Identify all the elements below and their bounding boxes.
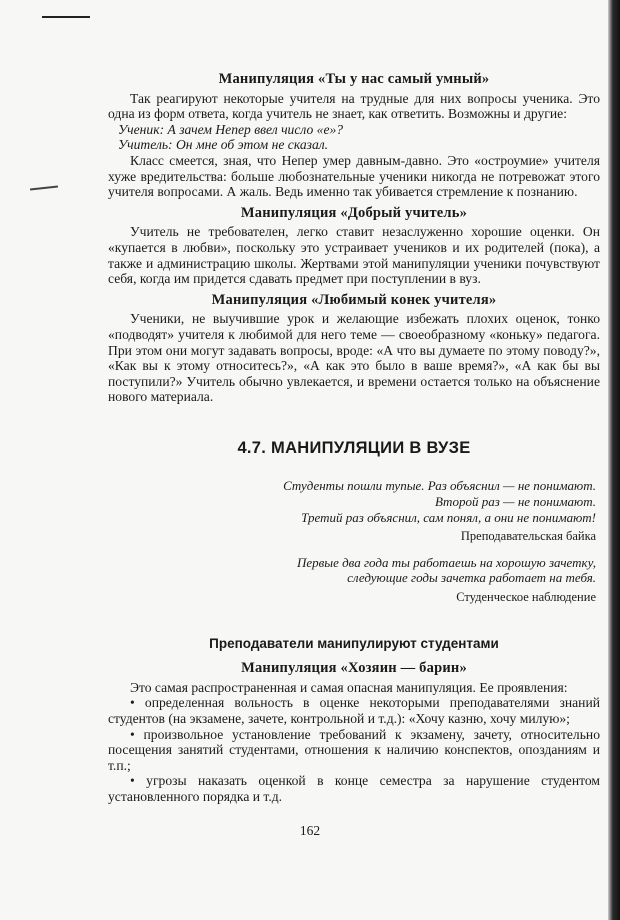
epigraph-source: Студенческое наблюдение [456, 590, 596, 605]
manipulation-title: Манипуляция «Любимый конек учителя» [211, 291, 497, 308]
epigraph-line: Второй раз — не понимают. [434, 494, 596, 510]
bullet-item: • определенная вольность в оценке некоторыми преподавателями знаний студентов (на экзамене, зачете, контрольной и т.д.): «Хочу казню, хочу милую»; [108, 695, 600, 726]
page-edge-shadow [608, 0, 620, 920]
top-rule [42, 16, 90, 18]
epigraph-line: Студенты пошли тупые. Раз объяснил — не понимают. [283, 478, 596, 494]
manipulation-title: Манипуляция «Хозяин — барин» [241, 660, 467, 677]
epigraph-source: Преподавательская байка [460, 529, 596, 544]
bullet-item: • угрозы наказать оценкой в конце семестра за нарушение студентом установленного порядка и т.д. [108, 773, 600, 804]
paragraph: Ученики, не выучившие урок и желающие избежать плохих оценок, тонко «подводят» учителя к любимой для него теме — своеобразному «коньку» педагога. При этом они могут задавать вопросы, вроде: «А что вы думаете по этому поводу?», «Как вы к этому относитесь?», «А как это было в ваше время?», «А как бы вы поступили?» Учитель обычно увлекается, и времени остается только на объяснение нового материала. [108, 311, 600, 405]
paragraph: Учитель не требователен, легко ставит незаслуженно хорошие оценки. Он «купается в любви», поскольку это устраивает учеников и их родителей (пока), а также и администрацию школы. Жертвами этой манипуляции ученики почувствуют себя, когда им придется сдавать предмет при поступлении в вуз. [108, 224, 600, 287]
page-number: 162 [299, 823, 321, 838]
paragraph: Класс смеется, зная, что Непер умер давным-давно. Это «остроумие» учителя хуже вредительства: больше любознательные ученики никогда не потревожат этого учителя вопросами. А жаль. Ведь именно так убивается стремление к познанию. [108, 152, 600, 200]
margin-mark [30, 186, 58, 191]
epigraph-line: Третий раз объяснил, сам понял, а они не понимают! [301, 509, 596, 525]
epigraph [108, 555, 600, 606]
bullet-item: • произвольное установление требований к экзамену, зачету, относительно посещения занятий студентами, отношения к наличию конспектов, опозданиям и т.п.; [108, 726, 600, 773]
epigraph-line: следующие годы зачетка работает на тебя. [347, 570, 596, 586]
section-title: 4.7. МАНИПУЛЯЦИИ В ВУЗЕ [237, 438, 471, 457]
manipulation-title: Манипуляция «Ты у нас самый умный» [218, 71, 490, 87]
manipulation-title: Манипуляция «Добрый учитель» [240, 204, 468, 221]
dialog-line: Ученик: А зачем Непер ввел число «е»? [118, 121, 344, 137]
epigraph-line: Первые два года ты работаешь на хорошую зачетку, [296, 554, 596, 570]
subsection-title: Преподаватели манипулируют студентами [209, 635, 499, 651]
paragraph: Это самая распространенная и самая опасная манипуляция. Ее проявления: [130, 679, 568, 695]
epigraph [108, 478, 600, 544]
dialog-line: Учитель: Он мне об этом не сказал. [118, 137, 329, 153]
page-content [108, 72, 600, 805]
paragraph: Так реагируют некоторые учителя на трудные для них вопросы ученика. Это одна из форм ответа, когда учитель не знает, как ответить. Возможны и другие: [108, 90, 600, 122]
